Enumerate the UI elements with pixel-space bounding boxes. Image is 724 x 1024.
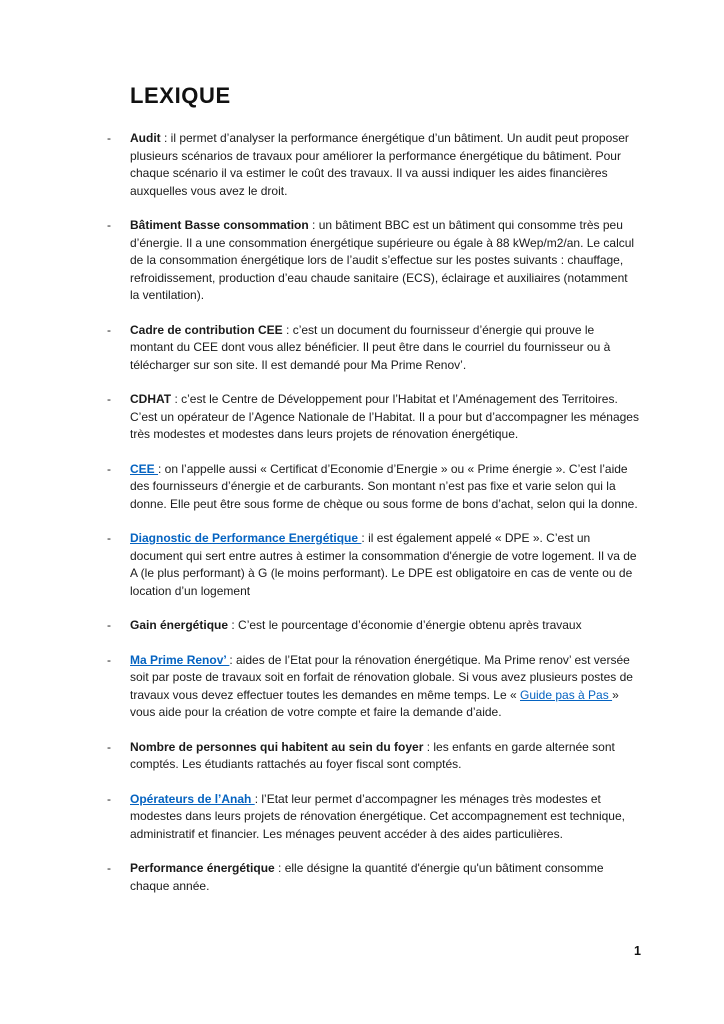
entry-text [130,860,639,895]
bullet-dash: - [107,322,111,337]
list-item [107,791,639,844]
definition-text: : il est également appelé « DPE ». C’est un document qui sert entre autres à estimer la consommation d'énergie de votre logement. Il va de A (le plus performant) à G (le moins performant). Le DPE est obligatoire en cas de vente ou de location d’un logement [130,531,637,598]
entry-text [130,530,639,600]
entry-text [130,652,639,722]
bullet-dash: - [107,791,111,806]
term-label: Audit [130,131,161,145]
bullet-dash: - [107,392,111,406]
list-item [107,461,639,514]
bullet-dash: - [107,739,111,754]
bullet-dash: - [107,531,111,545]
definition-text: : il permet d’analyser la performance énergétique d’un bâtiment. Un audit peut proposer plusieurs scénarios de travaux pour améliorer la performance énergétique du bâtiment. Pour chaque scénario il va estimer le coût des travaux. Il va aussi indiquer les aides financières auxquelles vous avez le droit. [130,131,629,198]
list-item [107,322,639,375]
inline-hyperlink[interactable]: Guide pas à Pas [520,687,613,702]
bullet-dash: - [107,218,111,232]
bullet-dash: - [107,652,111,667]
term-label: Cadre de contribution CEE [130,322,283,337]
definition-text: : elle désigne la quantité d'énergie qu'un bâtiment consomme chaque année. [130,861,604,893]
list-item [107,739,639,774]
list-item [107,617,639,635]
entry-text [130,617,639,635]
definition-text: : C’est le pourcentage d’économie d’énergie obtenu après travaux [228,618,582,632]
list-item [107,530,639,600]
document-page [107,84,639,912]
term-hyperlink[interactable]: Opérateurs de l’Anah [130,791,255,806]
bullet-dash: - [107,131,111,145]
definition-text: : aides de l’Etat pour la rénovation énergétique. Ma Prime renov’ est versée soit par poste de travaux soit en forfait de rénovation globale. Si vous avez plusieurs postes de travaux vous devez effectuer toutes les demandes en même temps. Le « [130,652,633,702]
definition-text: : les enfants en garde alternée sont comptés. Les étudiants rattachés au foyer fiscal sont comptés. [130,739,615,771]
definition-text: : l’Etat leur permet d’accompagner les ménages très modestes et modestes dans leurs projets de rénovation énergétique. Cet accompagnement est technique, administratif et financier. Les ménages peuvent accéder à des aides particulières. [130,791,625,841]
definition-text: : c’est le Centre de Développement pour l’Habitat et l’Aménagement des Territoires. C’est un opérateur de l’Agence Nationale de l’Habitat. Il a pour but d’accompagner les ménages très modestes et modestes dans leurs projets de rénovation énergétique. [130,392,639,441]
list-item [107,217,639,305]
entry-text [130,739,639,774]
term-hyperlink[interactable]: CEE [130,461,159,476]
bullet-dash: - [107,618,111,632]
term-hyperlink[interactable]: Ma Prime Renov’ [130,652,230,667]
bullet-dash: - [107,461,111,476]
entry-text [130,130,639,200]
list-item [107,652,639,722]
term-label: Bâtiment Basse consommation [130,218,309,232]
entry-text [130,217,639,305]
list-item [107,860,639,895]
definition-text: : c’est un document du fournisseur d’énergie qui prouve le montant du CEE dont vous allez bénéficier. Il peut être dans le courriel du fournisseur ou à télécharger sur son site. Il est demandé pour Ma Prime Renov’. [130,322,611,372]
bullet-dash: - [107,861,111,875]
definition-text: : un bâtiment BBC est un bâtiment qui consomme très peu d’énergie. Il a une consommation énergétique supérieure ou égale à 88 kWep/m2/an. Le calcul de la consommation énergétique lors de l’audit s’effectue sur les postes suivants : chauffage, refroidissement, production d’eau chaude sanitaire (ECS), éclairage et auxiliaires (notamment la ventilation). [130,218,635,302]
term-label: CDHAT [130,392,172,406]
entry-text [130,391,639,444]
list-item [107,130,639,200]
term-hyperlink[interactable]: Diagnostic de Performance Energétique [130,531,362,545]
entry-text [130,791,639,844]
term-label: Nombre de personnes qui habitent au sein du foyer [130,739,424,754]
term-label: Performance énergétique [130,861,275,875]
list-item [107,391,639,444]
definition-text: » vous aide pour la création de votre compte et faire la demande d’aide. [130,687,619,719]
lexicon-list [107,130,639,895]
entry-text [130,461,639,514]
page-title: LEXIQUE [130,83,231,108]
entry-text [130,322,639,375]
term-label: Gain énergétique [130,618,229,632]
definition-text: : on l’appelle aussi « Certificat d’Economie d’Energie » ou « Prime énergie ». C’est l’aide des fournisseurs d’énergie et de carburants. Son montant n’est pas fixe et varie selon qui la donne. Elle peut être sous forme de chèque ou sous forme de bons d’achat, selon qui la donne. [130,461,638,511]
page-number: 1 [634,944,641,958]
